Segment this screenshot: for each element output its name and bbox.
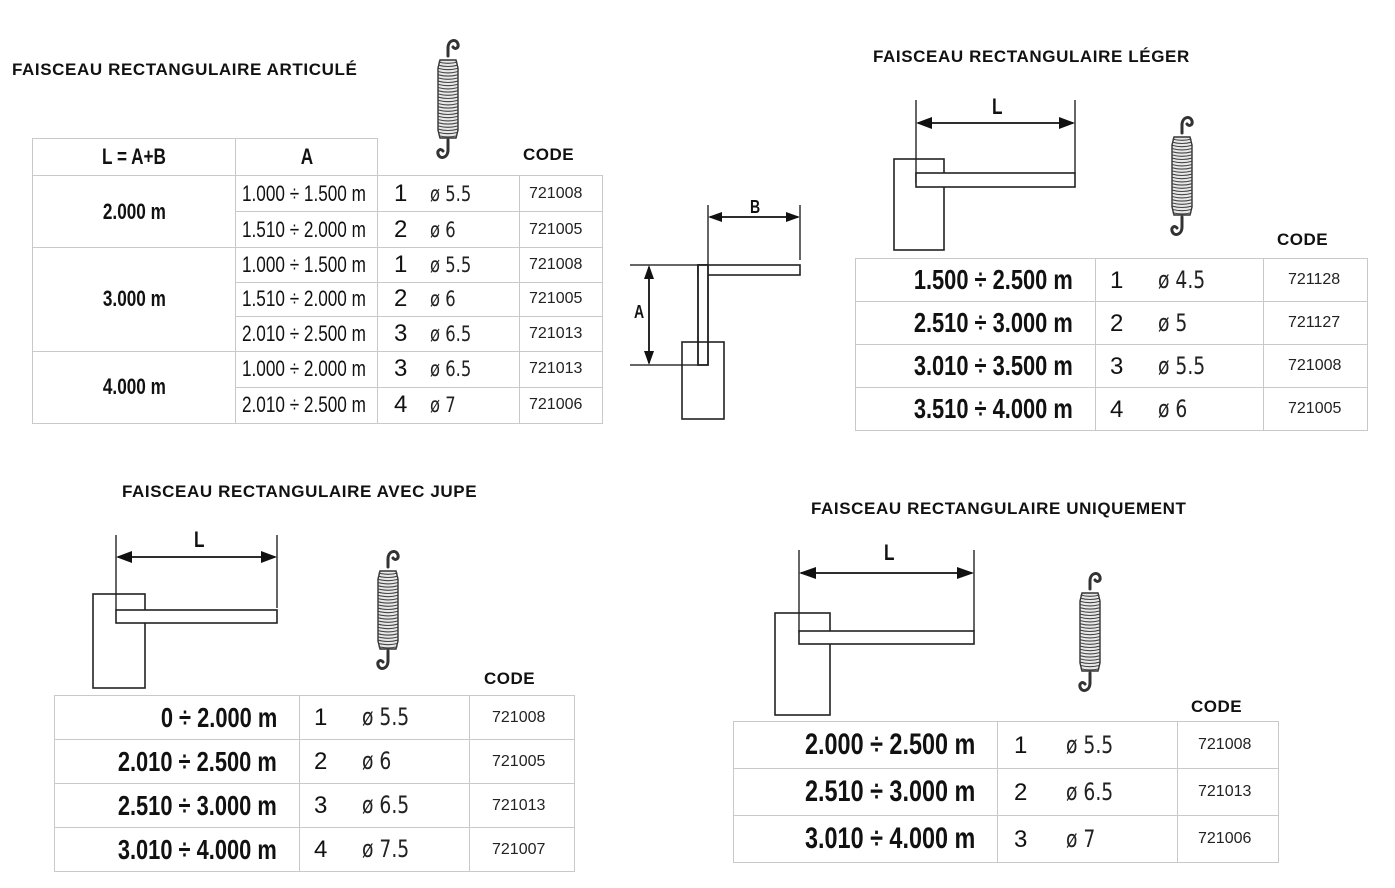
code-cell: 721005 — [1264, 388, 1368, 431]
table-row — [734, 722, 1279, 769]
range-cell: 3.010 ÷ 4.000 m — [734, 816, 998, 863]
boom-arm-diagram-jupe — [88, 530, 288, 695]
section-jupe-title: FAISCEAU RECTANGULAIRE AVEC JUPE — [122, 482, 478, 501]
range-cell: 1.000 ÷ 2.000 m — [236, 351, 378, 387]
code-cell: 721013 — [520, 351, 603, 387]
spring-cell: 1 ø 5.5 — [378, 176, 520, 212]
code-cell: 721013 — [520, 317, 603, 352]
range-cell: 2.510 ÷ 3.000 m — [856, 302, 1096, 345]
code-cell: 721008 — [470, 696, 575, 740]
code-cell: 721008 — [520, 248, 603, 283]
table-row — [33, 248, 603, 283]
label-b: B — [750, 197, 761, 217]
range-cell: 3.010 ÷ 3.500 m — [856, 345, 1096, 388]
label-l-jupe: L — [194, 527, 205, 552]
table-row — [33, 176, 603, 212]
code-cell: 721005 — [520, 212, 603, 248]
table-row — [734, 769, 1279, 816]
code-cell: 721005 — [520, 282, 603, 317]
spring-cell: 1 ø 5.5 — [998, 722, 1178, 769]
range-cell: 1.510 ÷ 2.000 m — [236, 212, 378, 248]
spring-cell: 3 ø 5.5 — [1096, 345, 1264, 388]
header-a: A — [236, 139, 378, 176]
spring-cell: 3 ø 7 — [998, 816, 1178, 863]
code-header: CODE — [523, 145, 575, 164]
spring-cell: 2 ø 6.5 — [998, 769, 1178, 816]
header-spacer-code — [520, 139, 603, 176]
range-cell: 1.500 ÷ 2.500 m — [856, 259, 1096, 302]
label-a: A — [634, 302, 645, 322]
code-cell: 721007 — [470, 828, 575, 872]
table-row — [55, 696, 575, 740]
table-row — [856, 259, 1368, 302]
range-cell: 2.510 ÷ 3.000 m — [734, 769, 998, 816]
label-l-leger: L — [992, 94, 1003, 119]
label-l-uniquement: L — [884, 540, 895, 565]
table-row — [55, 784, 575, 828]
code-header: CODE — [1191, 697, 1243, 716]
boom-arm-diagram-uniquement — [770, 545, 980, 720]
range-cell: 2.000 ÷ 2.500 m — [734, 722, 998, 769]
spring-cell: 2 ø 6 — [378, 212, 520, 248]
code-cell: 721008 — [1264, 345, 1368, 388]
table-leger — [855, 258, 1368, 431]
table-row — [856, 388, 1368, 431]
table-row — [856, 302, 1368, 345]
spring-cell: 1 ø 5.5 — [378, 248, 520, 283]
spring-cell: 3 ø 6.5 — [300, 784, 470, 828]
spring-cell: 4 ø 7 — [378, 387, 520, 423]
code-cell: 721005 — [470, 740, 575, 784]
code-header: CODE — [1277, 230, 1329, 249]
table-jupe — [54, 695, 575, 872]
table-row — [55, 740, 575, 784]
spring-icon — [1070, 562, 1110, 702]
spring-cell: 2 ø 5 — [1096, 302, 1264, 345]
spring-cell: 2 ø 6 — [300, 740, 470, 784]
spring-cell: 3 ø 6.5 — [378, 351, 520, 387]
range-cell: 3.010 ÷ 4.000 m — [55, 828, 300, 872]
code-cell: 721006 — [1178, 816, 1279, 863]
code-cell: 721127 — [1264, 302, 1368, 345]
code-cell: 721013 — [1178, 769, 1279, 816]
table-uniquement — [733, 721, 1279, 863]
range-cell: 2.510 ÷ 3.000 m — [55, 784, 300, 828]
boom-arm-diagram-leger — [890, 95, 1090, 255]
header-l-a-b: L = A+B — [33, 139, 236, 176]
spring-cell: 2 ø 6 — [378, 282, 520, 317]
length-cell: 4.000 m — [33, 351, 236, 423]
section-articule-title: FAISCEAU RECTANGULAIRE ARTICULÉ — [12, 60, 358, 79]
spring-icon — [1162, 111, 1202, 241]
range-cell: 0 ÷ 2.000 m — [55, 696, 300, 740]
code-cell: 721128 — [1264, 259, 1368, 302]
table-row — [33, 351, 603, 387]
spring-cell: 1 ø 5.5 — [300, 696, 470, 740]
table-row — [856, 345, 1368, 388]
code-cell: 721013 — [470, 784, 575, 828]
section-uniquement-title: FAISCEAU RECTANGULAIRE UNIQUEMENT — [811, 499, 1187, 518]
range-cell: 2.010 ÷ 2.500 m — [55, 740, 300, 784]
spring-icon — [368, 545, 408, 675]
length-cell: 3.000 m — [33, 248, 236, 352]
code-cell: 721006 — [520, 387, 603, 423]
range-cell: 1.510 ÷ 2.000 m — [236, 282, 378, 317]
range-cell: 2.010 ÷ 2.500 m — [236, 317, 378, 352]
code-cell: 721008 — [1178, 722, 1279, 769]
header-spacer — [378, 139, 520, 176]
table-row — [55, 828, 575, 872]
spring-cell: 4 ø 7.5 — [300, 828, 470, 872]
articulated-arm-diagram — [630, 195, 810, 425]
code-header: CODE — [484, 669, 536, 688]
length-cell: 2.000 m — [33, 176, 236, 248]
spring-cell: 3 ø 6.5 — [378, 317, 520, 352]
code-cell: 721008 — [520, 176, 603, 212]
range-cell: 1.000 ÷ 1.500 m — [236, 176, 378, 212]
table-articule — [32, 138, 603, 424]
range-cell: 3.510 ÷ 4.000 m — [856, 388, 1096, 431]
table-row — [734, 816, 1279, 863]
section-leger-title: FAISCEAU RECTANGULAIRE LÉGER — [873, 47, 1190, 66]
range-cell: 1.000 ÷ 1.500 m — [236, 248, 378, 283]
range-cell: 2.010 ÷ 2.500 m — [236, 387, 378, 423]
spring-cell: 1 ø 4.5 — [1096, 259, 1264, 302]
spring-cell: 4 ø 6 — [1096, 388, 1264, 431]
